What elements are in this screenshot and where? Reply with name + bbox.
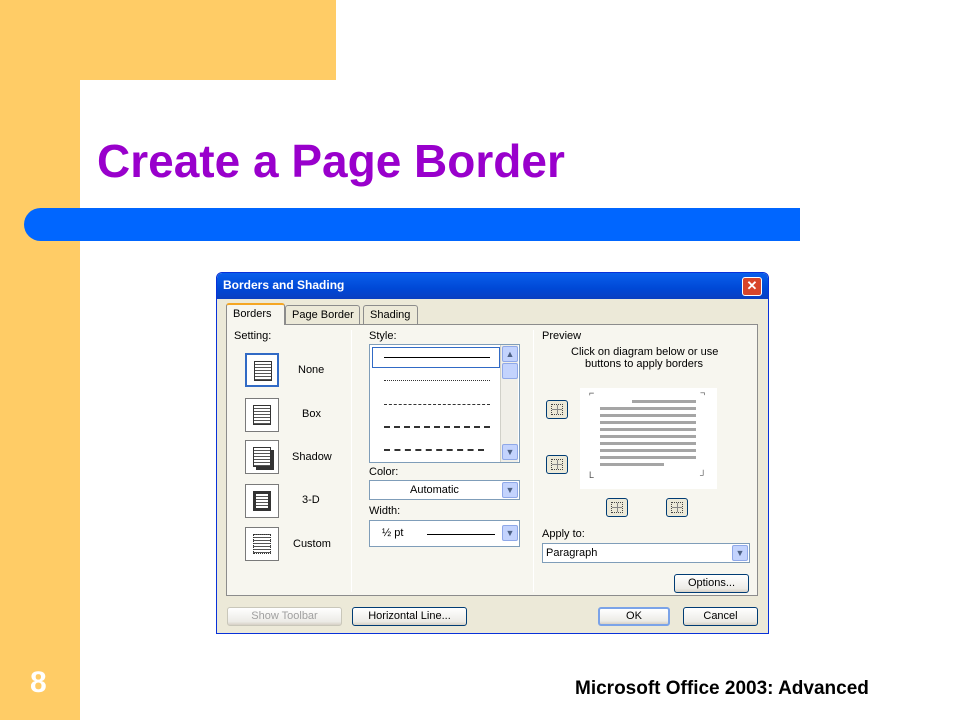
dialog-title: Borders and Shading xyxy=(223,278,345,292)
inside-horizontal-border-icon xyxy=(551,459,563,470)
width-value: ½ pt xyxy=(382,527,404,539)
setting-3d-icon[interactable] xyxy=(245,484,279,518)
scroll-down-button[interactable] xyxy=(502,444,518,460)
style-scrollbar[interactable] xyxy=(500,345,518,462)
preview-divider xyxy=(533,330,534,592)
right-border-button[interactable] xyxy=(666,498,688,517)
top-border-button[interactable] xyxy=(546,400,568,419)
setting-3d-label[interactable]: 3-D xyxy=(302,494,320,506)
preview-diagram[interactable] xyxy=(580,388,717,489)
tab-borders[interactable]: Borders xyxy=(226,303,285,325)
style-label: Style: xyxy=(369,330,397,342)
style-dash-line[interactable] xyxy=(384,426,490,428)
dialog-titlebar[interactable] xyxy=(217,273,768,299)
width-sample-line xyxy=(427,534,495,535)
preview-label: Preview xyxy=(542,330,582,342)
right-border-icon xyxy=(671,502,683,513)
setting-box-icon[interactable] xyxy=(245,398,279,432)
width-label: Width: xyxy=(369,505,401,517)
style-listbox[interactable] xyxy=(369,344,520,463)
preview-text-line xyxy=(600,442,696,445)
middle-border-button[interactable] xyxy=(546,455,568,474)
left-decorative-strip xyxy=(0,0,80,720)
preview-corner-br: ┘ xyxy=(700,470,707,480)
color-dropdown-button[interactable] xyxy=(502,482,518,498)
close-icon: ✕ xyxy=(746,278,758,293)
preview-corner-tr: ¬ xyxy=(700,388,706,398)
chevron-down-icon: ▼ xyxy=(505,528,515,538)
options-button[interactable]: Options... xyxy=(674,574,749,593)
preview-text-line xyxy=(632,400,696,403)
slide-footer: Microsoft Office 2003: Advanced xyxy=(575,678,869,699)
chevron-down-icon: ▼ xyxy=(735,548,745,558)
color-label: Color: xyxy=(369,466,399,478)
setting-box-label[interactable]: Box xyxy=(302,408,321,420)
style-dash-dot-line[interactable] xyxy=(384,449,484,451)
chevron-up-icon: ▲ xyxy=(505,349,515,359)
style-small-dash-line[interactable] xyxy=(384,404,490,405)
close-button[interactable] xyxy=(742,277,762,296)
preview-text-line xyxy=(600,428,696,431)
width-dropdown-button[interactable] xyxy=(502,525,518,541)
preview-text-line xyxy=(600,435,696,438)
title-underline-bar xyxy=(24,208,800,241)
cancel-button[interactable]: Cancel xyxy=(683,607,758,626)
left-border-icon xyxy=(611,502,623,513)
preview-text-line xyxy=(600,456,696,459)
apply-to-label: Apply to: xyxy=(542,528,585,540)
apply-to-dropdown[interactable] xyxy=(542,543,750,563)
preview-corner-tl: ⌐ xyxy=(589,388,595,398)
left-border-button[interactable] xyxy=(606,498,628,517)
color-value: Automatic xyxy=(410,484,459,496)
slide-title: Create a Page Border xyxy=(97,135,565,187)
chevron-down-icon: ▼ xyxy=(505,447,515,457)
preview-hint-line2: buttons to apply borders xyxy=(585,358,704,370)
apply-to-dropdown-button[interactable] xyxy=(732,545,748,561)
tab-page-border[interactable]: Page Border xyxy=(285,305,360,325)
horizontal-line-button[interactable]: Horizontal Line... xyxy=(352,607,467,626)
column-divider xyxy=(351,330,352,592)
slide-number: 8 xyxy=(30,666,47,699)
style-solid-line[interactable] xyxy=(384,357,490,358)
setting-none-icon[interactable] xyxy=(245,353,279,387)
scroll-thumb[interactable] xyxy=(502,363,518,379)
apply-to-value: Paragraph xyxy=(546,547,598,559)
setting-none-label[interactable]: None xyxy=(298,364,325,376)
preview-text-line xyxy=(600,449,696,452)
setting-custom-icon[interactable] xyxy=(245,527,279,561)
setting-label: Setting: xyxy=(234,330,272,342)
preview-text-line xyxy=(600,414,696,417)
top-decorative-block xyxy=(0,0,336,80)
color-dropdown[interactable] xyxy=(369,480,520,500)
chevron-down-icon: ▼ xyxy=(505,485,515,495)
ok-button[interactable]: OK xyxy=(598,607,670,626)
top-border-icon xyxy=(551,404,563,415)
preview-text-line xyxy=(600,421,696,424)
width-dropdown[interactable] xyxy=(369,520,520,547)
preview-hint-line1: Click on diagram below or use xyxy=(571,346,719,358)
show-toolbar-button[interactable]: Show Toolbar xyxy=(227,607,342,626)
preview-text-line xyxy=(600,407,696,410)
preview-text-line xyxy=(600,463,664,466)
setting-shadow-label[interactable]: Shadow xyxy=(292,451,332,463)
style-dotted-line[interactable] xyxy=(384,380,490,381)
setting-custom-label[interactable]: Custom xyxy=(293,538,331,550)
tab-shading[interactable]: Shading xyxy=(363,305,418,325)
setting-shadow-icon[interactable] xyxy=(245,440,279,474)
scroll-up-button[interactable] xyxy=(502,346,518,362)
preview-corner-bl: L xyxy=(589,470,595,480)
